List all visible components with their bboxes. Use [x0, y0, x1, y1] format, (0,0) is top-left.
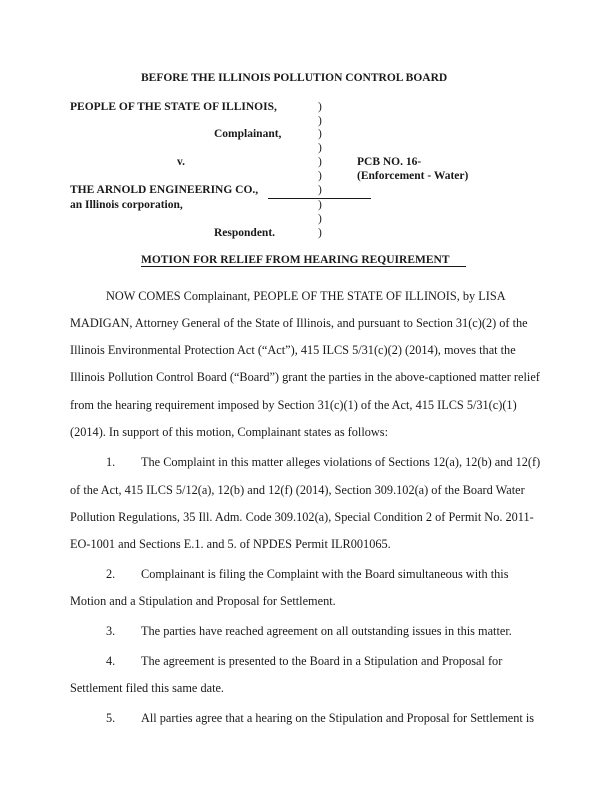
item-line: EO-1001 and Sections E.1. and 5. of NPDES Permit ILR001065.: [70, 537, 391, 551]
caption-paren: ): [318, 142, 322, 154]
item-number: 4.: [106, 654, 116, 668]
item-line: The parties have reached agreement on all outstanding issues in this matter.: [141, 624, 512, 638]
caption-paren: ): [318, 170, 322, 182]
defendant-name: THE ARNOLD ENGINEERING CO.,: [70, 184, 259, 196]
caption-paren: ): [318, 184, 322, 196]
caption-paren: ): [318, 227, 322, 239]
item-line: The agreement is presented to the Board in a Stipulation and Proposal for: [141, 654, 503, 668]
item-line: All parties agree that a hearing on the Stipulation and Proposal for Settlement is: [141, 711, 535, 725]
motion-title: MOTION FOR RELIEF FROM HEARING REQUIREMENT: [141, 254, 450, 266]
item-line: Settlement filed this same date.: [70, 681, 225, 695]
defendant-role: Respondent.: [214, 227, 276, 239]
intro-line: MADIGAN, Attorney General of the State of Illinois, and pursuant to Section 31(c)(2) of the: [70, 316, 528, 330]
case-type: (Enforcement - Water): [357, 170, 469, 182]
board-title: BEFORE THE ILLINOIS POLLUTION CONTROL BOARD: [141, 72, 448, 84]
caption-paren: ): [318, 115, 322, 127]
item-line: Complainant is filing the Complaint with the Board simultaneous with this: [141, 567, 509, 581]
intro-line: from the hearing requirement imposed by Section 31(c)(1) of the Act, 415 ILCS 5/31(c)(1): [70, 398, 517, 412]
caption-paren: ): [318, 213, 322, 225]
defendant-description: an Illinois corporation,: [70, 199, 183, 211]
item-line: Pollution Regulations, 35 Ill. Adm. Code 309.102(a), Special Condition 2 of Permit No. 2011-: [70, 510, 534, 524]
item-number: 2.: [106, 567, 116, 581]
caption-paren: ): [318, 128, 322, 140]
caption-paren: ): [318, 156, 322, 168]
intro-line: Illinois Pollution Control Board (“Board”) grant the parties in the above-captioned matter relief: [70, 370, 540, 384]
intro-line: (2014). In support of this motion, Complainant states as follows:: [70, 425, 388, 439]
item-line: of the Act, 415 ILCS 5/12(a), 12(b) and 12(f) (2014), Section 309.102(a) of the Board Water: [70, 483, 525, 497]
item-line: The Complaint in this matter alleges violations of Sections 12(a), 12(b) and 12(f): [141, 455, 541, 469]
plaintiff-role: Complainant,: [214, 128, 282, 140]
plaintiff-name: PEOPLE OF THE STATE OF ILLINOIS,: [70, 101, 277, 113]
item-line: Motion and a Stipulation and Proposal for Settlement.: [70, 594, 336, 608]
caption-paren: ): [318, 101, 322, 113]
motion-title-underline: [141, 266, 466, 267]
intro-line: Illinois Environmental Protection Act (“Act”), 415 ILCS 5/31(c)(2) (2014), moves that the: [70, 343, 516, 357]
intro-line: NOW COMES Complainant, PEOPLE OF THE STATE OF ILLINOIS, by LISA: [106, 289, 506, 303]
versus-label: v.: [177, 156, 185, 168]
item-number: 3.: [106, 624, 116, 638]
item-number: 1.: [106, 455, 116, 469]
item-number: 5.: [106, 711, 116, 725]
case-number: PCB NO. 16-: [357, 156, 422, 168]
caption-paren: ): [318, 199, 322, 211]
